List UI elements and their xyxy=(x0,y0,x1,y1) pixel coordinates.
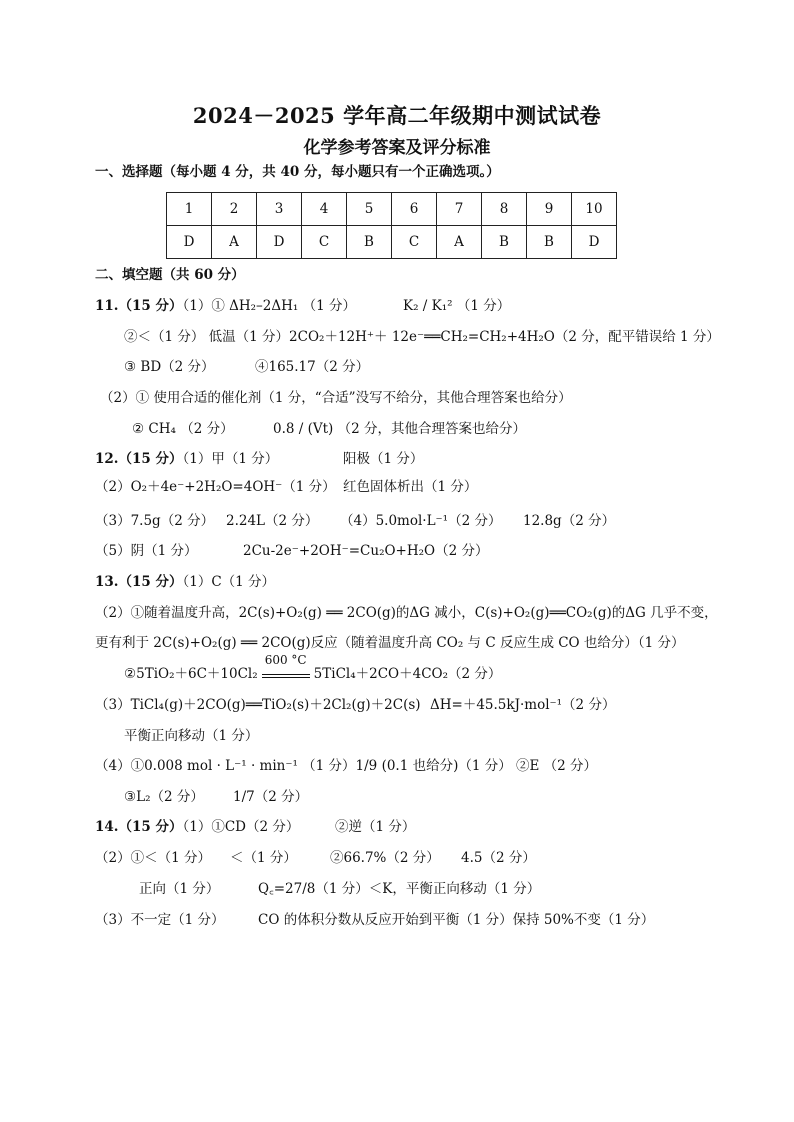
q14-answer-2b: ＜（1 分） xyxy=(230,850,297,866)
q14-answer-4a: （3）不一定（1 分） xyxy=(95,912,225,928)
q12-answer-2a: （2）O₂＋4e⁻+2H₂O=4OH⁻（1 分） xyxy=(95,479,336,495)
answer-cell: C xyxy=(392,226,437,259)
question-number: 3 xyxy=(257,193,302,226)
q12-answer-2b: 红色固体析出（1 分） xyxy=(343,479,478,495)
section-1-heading: 一、选择题（每小题 4 分，共 40 分，每小题只有一个正确选项。） xyxy=(95,164,500,180)
answer-cell: D xyxy=(257,226,302,259)
q11-answer-3b: ④165.17（2 分） xyxy=(255,359,370,375)
q14-answer-2d: 4.5（2 分） xyxy=(461,850,536,866)
q13-answer-4 xyxy=(124,653,502,683)
q13-answer-4-reactants: ②5TiO₂＋6C＋10Cl₂ xyxy=(124,666,258,682)
q12-answer-3c: （4）5.0mol·L⁻¹（2 分） xyxy=(340,513,502,529)
answer-table-answer-row xyxy=(167,226,617,259)
q12-answer-3d: 12.8g（2 分） xyxy=(523,513,616,529)
q11-answer-3a: ③ BD（2 分） xyxy=(124,359,215,375)
answer-cell: D xyxy=(572,226,617,259)
q14-answer-1b: ②逆（1 分） xyxy=(335,819,416,835)
reaction-condition-arrow xyxy=(262,653,310,678)
q14-answer-2a: （2）①＜（1 分） xyxy=(95,850,211,866)
q12-answer-3b: 2.24L（2 分） xyxy=(226,513,319,529)
exam-subtitle: 化学参考答案及评分标准 xyxy=(303,138,491,158)
q14-answer-1a: （1）①CD（2 分） xyxy=(182,819,300,835)
answer-cell: B xyxy=(482,226,527,259)
q11-answer-4: （2）① 使用合适的催化剂（1 分，“合适”没写不给分，其他合理答案也给分） xyxy=(100,390,572,406)
q13-answer-5b: ΔH=＋45.5kJ·mol⁻¹（2 分） xyxy=(430,697,616,713)
answer-table xyxy=(166,192,617,259)
q11-answer-5a: ② CH₄ （2 分） xyxy=(132,421,234,437)
q13-answer-1: （1）C（1 分） xyxy=(182,574,276,590)
q14-answer-3a: 正向（1 分） xyxy=(139,881,220,897)
q13-heading: 13.（15 分） xyxy=(95,574,183,590)
answer-cell: A xyxy=(212,226,257,259)
q13-answer-8a: ③L₂（2 分） xyxy=(124,789,204,805)
q13-answer-8b: 1/7（2 分） xyxy=(233,789,309,805)
q11-answer-1b: K₂ / K₁² （1 分） xyxy=(403,298,511,314)
q14-heading: 14.（15 分） xyxy=(95,819,183,835)
q12-answer-3a: （3）7.5g（2 分） xyxy=(95,513,215,529)
q13-answer-3: 更有利于 2C(s)+O₂(g) ══ 2CO(g)反应（随着温度升高 CO₂ 与 C 反应生成 CO 也给分）（1 分） xyxy=(95,635,685,651)
q13-answer-6: 平衡正向移动（1 分） xyxy=(124,728,259,744)
question-number: 10 xyxy=(572,193,617,226)
q12-answer-1a: （1）甲（1 分） xyxy=(182,451,279,467)
question-number: 7 xyxy=(437,193,482,226)
answer-table-number-row xyxy=(167,193,617,226)
q11-answer-5b: 0.8 / (Vt) （2 分，其他合理答案也给分） xyxy=(273,421,526,437)
q14-line-1 xyxy=(95,818,299,836)
question-number: 8 xyxy=(482,193,527,226)
q12-line-1 xyxy=(95,450,278,468)
question-number: 4 xyxy=(302,193,347,226)
q12-answer-4a: （5）阴（1 分） xyxy=(95,543,198,559)
question-number: 6 xyxy=(392,193,437,226)
exam-title: 2024－2025 学年高二年级期中测试试卷 xyxy=(192,103,602,128)
q14-answer-2c: ②66.7%（2 分） xyxy=(330,850,440,866)
question-number: 9 xyxy=(527,193,572,226)
answer-cell: D xyxy=(167,226,212,259)
q11-line-1 xyxy=(95,297,356,315)
q12-heading: 12.（15 分） xyxy=(95,451,183,467)
q11-answer-2: ②＜（1 分） 低温（1 分）2CO₂＋12H⁺＋ 12e⁻══CH₂=CH₂+4H₂O（2 分，配平错误给 1 分） xyxy=(124,329,720,345)
reaction-temperature: 600 °C xyxy=(264,653,307,667)
answer-cell: B xyxy=(527,226,572,259)
answer-cell: C xyxy=(302,226,347,259)
question-number: 1 xyxy=(167,193,212,226)
answer-cell: B xyxy=(347,226,392,259)
section-2-heading: 二、填空题（共 60 分） xyxy=(95,267,245,283)
question-number: 2 xyxy=(212,193,257,226)
q14-answer-4b: CO 的体积分数从反应开始到平衡（1 分）保持 50%不变（1 分） xyxy=(258,912,655,928)
q13-answer-7: （4）①0.008 mol · L⁻¹ · min⁻¹ （1 分）1/9 (0.1 也给分)（1 分） ②E （2 分） xyxy=(95,758,598,774)
q13-line-1 xyxy=(95,573,275,591)
q13-answer-5a: （3）TiCl₄(g)＋2CO(g)══TiO₂(s)＋2Cl₂(g)＋2C(s) xyxy=(95,697,421,713)
q12-answer-4b: 2Cu-2e⁻+2OH⁻=Cu₂O+H₂O（2 分） xyxy=(243,543,489,559)
question-number: 5 xyxy=(347,193,392,226)
answer-cell: A xyxy=(437,226,482,259)
q12-answer-1b: 阳极（1 分） xyxy=(343,451,424,467)
q11-answer-1a: （1）① ΔH₂–2ΔH₁ （1 分） xyxy=(182,298,356,314)
q11-heading: 11.（15 分） xyxy=(95,298,183,314)
q13-answer-2: （2）①随着温度升高，2C(s)+O₂(g) ══ 2CO(g)的ΔG 减小，C(s)+O₂(g)══CO₂(g)的ΔG 几乎不变， xyxy=(95,605,718,621)
q14-answer-3b: Q꜀=27/8（1 分）＜K，平衡正向移动（1 分） xyxy=(258,881,541,897)
q13-answer-4-products: 5TiCl₄＋2CO＋4CO₂（2 分） xyxy=(313,666,502,682)
